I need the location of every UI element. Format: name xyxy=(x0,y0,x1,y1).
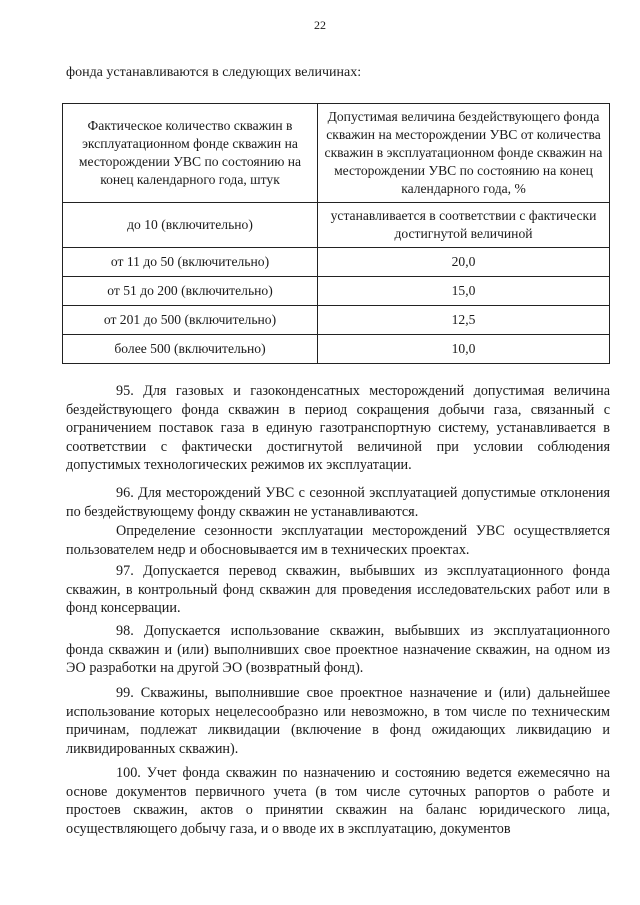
paragraph-98: 98. Допускается использование скважин, выбывших из эксплуатационного фонда скважин и (или) выполнивших свое проектное назначение скважин, на одном из ЭО разработки на другой ЭО (возвратный фонд). xyxy=(66,623,610,677)
table-row xyxy=(63,203,610,248)
row-value: 15,0 xyxy=(318,277,610,306)
paragraph-96: 96. Для месторождений УВС с сезонной эксплуатацией допустимые отклонения по бездействующему фонду скважин не устанавливаются. xyxy=(66,485,610,520)
row-range: от 11 до 50 (включительно) xyxy=(63,248,318,277)
paragraph-seasonality: Определение сезонности эксплуатации месторождений УВС осуществляется пользователем недр и обосновывается им в технических проектах. xyxy=(66,523,610,558)
paragraph-97: 97. Допускается перевод скважин, выбывших из эксплуатационного фонда скважин, в контрольный фонд скважин для проведения исследовательских работ или в фонд консервации. xyxy=(66,563,610,617)
paragraph-100: 100. Учет фонда скважин по назначению и состоянию ведется ежемесячно на основе документов первичного учета (в том числе суточных рапортов о работе и простоев скважин, актов о принятии скважин на баланс юридического лица, осуществляющего добычу газа, и о вводе их в эксплуатацию, документов xyxy=(66,765,610,837)
row-range: от 201 до 500 (включительно) xyxy=(63,306,318,335)
row-value: 12,5 xyxy=(318,306,610,335)
row-range: более 500 (включительно) xyxy=(63,335,318,364)
row-value: 20,0 xyxy=(318,248,610,277)
page-number: 22 xyxy=(314,18,326,32)
row-range: от 51 до 200 (включительно) xyxy=(63,277,318,306)
table-row xyxy=(63,277,610,306)
well-fund-table xyxy=(62,103,610,364)
row-range: до 10 (включительно) xyxy=(63,203,318,248)
intro-line: фонда устанавливаются в следующих величинах: xyxy=(66,65,362,80)
row-value: устанавливается в соответствии с фактически достигнутой величиной xyxy=(318,203,610,248)
paragraph-95: 95. Для газовых и газоконденсатных месторождений допустимая величина бездействующего фонда скважин в период сокращения добычи газа, связанный с ограничением поставок газа в единую газотранспортную систему, устанавливается в соответствии с фактически достигнутой величиной при условии соблюдения допустимых технологических режимов их эксплуатации. xyxy=(66,383,610,474)
table-header-row xyxy=(63,104,610,203)
table-row xyxy=(63,306,610,335)
table-row xyxy=(63,248,610,277)
table-row xyxy=(63,335,610,364)
paragraph-99: 99. Скважины, выполнившие свое проектное назначение и (или) дальнейшее использование которых нецелесообразно или невозможно, в том числе по техническим причинам, подлежат ликвидации (включение в фонд ожидающих ликвидацию и ликвидированных скважин). xyxy=(66,685,610,757)
header-well-count: Фактическое количество скважин в эксплуатационном фонде скважин на месторождении УВС по состоянию на конец календарного года, штук xyxy=(63,104,318,203)
header-idle-percentage: Допустимая величина бездействующего фонда скважин на месторождении УВС от количества скважин в эксплуатационном фонде скважин на месторождении УВС по состоянию на конец календарного года, % xyxy=(318,104,610,203)
row-value: 10,0 xyxy=(318,335,610,364)
